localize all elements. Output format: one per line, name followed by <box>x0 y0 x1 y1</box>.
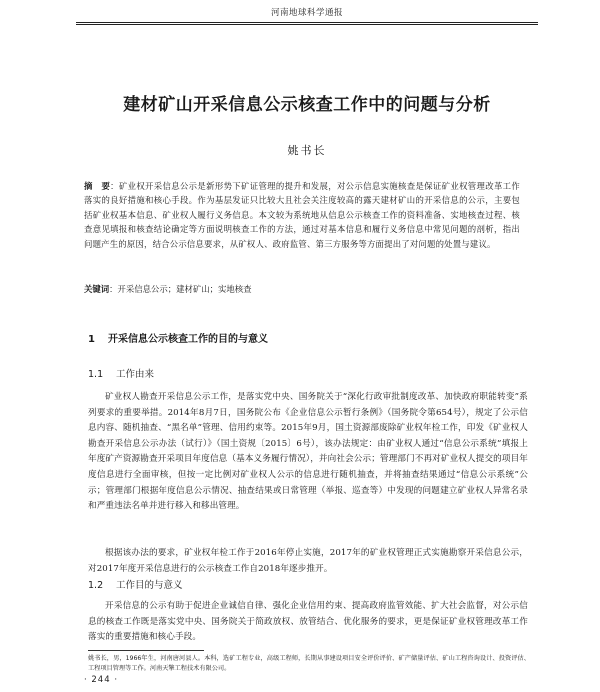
body-paragraph: 开采信息的公示有助于促进企业诚信自律、强化企业信用约束、提高政府监管效能、扩大社会监督，对公示信息的核查工作既是落实党中央、国务院关于简政放权、放管结合、优化服务的要求，更是保证矿业权管理改革工作落实的重要措施和核心手段。 <box>88 601 528 643</box>
section-number: 1 <box>88 334 95 345</box>
subsection-title: 工作由来 <box>116 369 155 380</box>
abstract-text: ：矿业权开采信息公示是新形势下矿证管理的提升和发展，对公示信息实施核查是保证矿业权管理改革工作落实的良好措施和核心手段。作为基层发证只比较大且社会关注度较高的露天建材矿山的开采信息的公示，主要包括矿业权基本信息、矿业权人履行义务信息。本文较为系统地从信息公示核查工作的资料准备、实地核查过程、核查意见填报和核查结论确定等方面说明核查工作的方法，通过对基本信息和履行义务信息中常见问题的剖析，指出问题产生的原因，结合公示信息要求，从矿权人、政府监管、第三方服务等方面提出了对问题的处置与建议。 <box>84 181 520 249</box>
journal-header: 河南地球科学通报 <box>270 8 343 18</box>
subsection-number: 1.2 <box>88 580 104 591</box>
footnote-rule <box>88 650 204 651</box>
subsection-heading <box>88 577 528 591</box>
section-heading <box>88 330 528 345</box>
keywords-text: ：开采信息公示；建材矿山；实地核查 <box>109 284 252 294</box>
header-rule <box>76 22 538 23</box>
subsection-heading <box>88 366 528 380</box>
body-paragraph: 矿业权人勘查开采信息公示工作，是落实党中央、国务院关于“深化行政审批制度改革、加快政府职能转变”系列要求的重要举措。2014年8月7日，国务院公布《企业信息公示暂行条例》（国务院令第654号），规定了公示信息内容、随机抽查、“黑名单”管理、信用约束等。2015年9月，国土资源部废除矿业权年检工作，印发《矿业权人勘查开采信息公示办法（试行）》（国土资规〔2015〕6号），该办法规定：由矿业权人通过“信息公示系统”填报上年度矿产资源勘查开采项目年度信息（基本义务履行情况），并向社会公示；管理部门不再对矿业权人提交的项目年度信息进行全面审核，但按一定比例对矿业权人公示的信息进行随机抽查，并将抽查结果通过“信息公示系统”公示；管理部门根据年度信息公示情况、抽查结果或日常管理（举报、巡查等）中发现的问题建立矿业权人异常名录和严重违法名单并进行移入和移出管理。 <box>88 392 528 512</box>
author-footnote: 姚书长，男，1966年生，河南唐河县人。本科，选矿工程专业，高级工程师，长期从事建设项目安全评价评价、矿产储量评估、矿山工程咨询设计、投资评估、工程项目管理等工作。河南天擎工程技术有限公司。 <box>88 655 530 672</box>
keywords-label: 关键词 <box>84 284 110 294</box>
body-paragraph: 根据该办法的要求，矿业权年检工作于2016年停止实施，2017年的矿业权管理正式实施勘察开采信息公示，对2017年度开采信息进行的公示核查工作自2018年逐步推开。 <box>88 548 528 574</box>
article-author: 姚书长 <box>287 144 327 157</box>
abstract <box>84 179 520 251</box>
header-rule-thin <box>76 24 538 25</box>
subsection-number: 1.1 <box>88 369 104 380</box>
keywords <box>84 283 520 295</box>
abstract-label: 摘 要 <box>84 181 111 191</box>
section-title: 开采信息公示核查工作的目的与意义 <box>108 334 268 345</box>
subsection-title: 工作目的与意义 <box>116 580 183 591</box>
article-title: 建材矿山开采信息公示核查工作中的问题与分析 <box>123 95 491 115</box>
page-number: · 244 · <box>84 675 119 685</box>
